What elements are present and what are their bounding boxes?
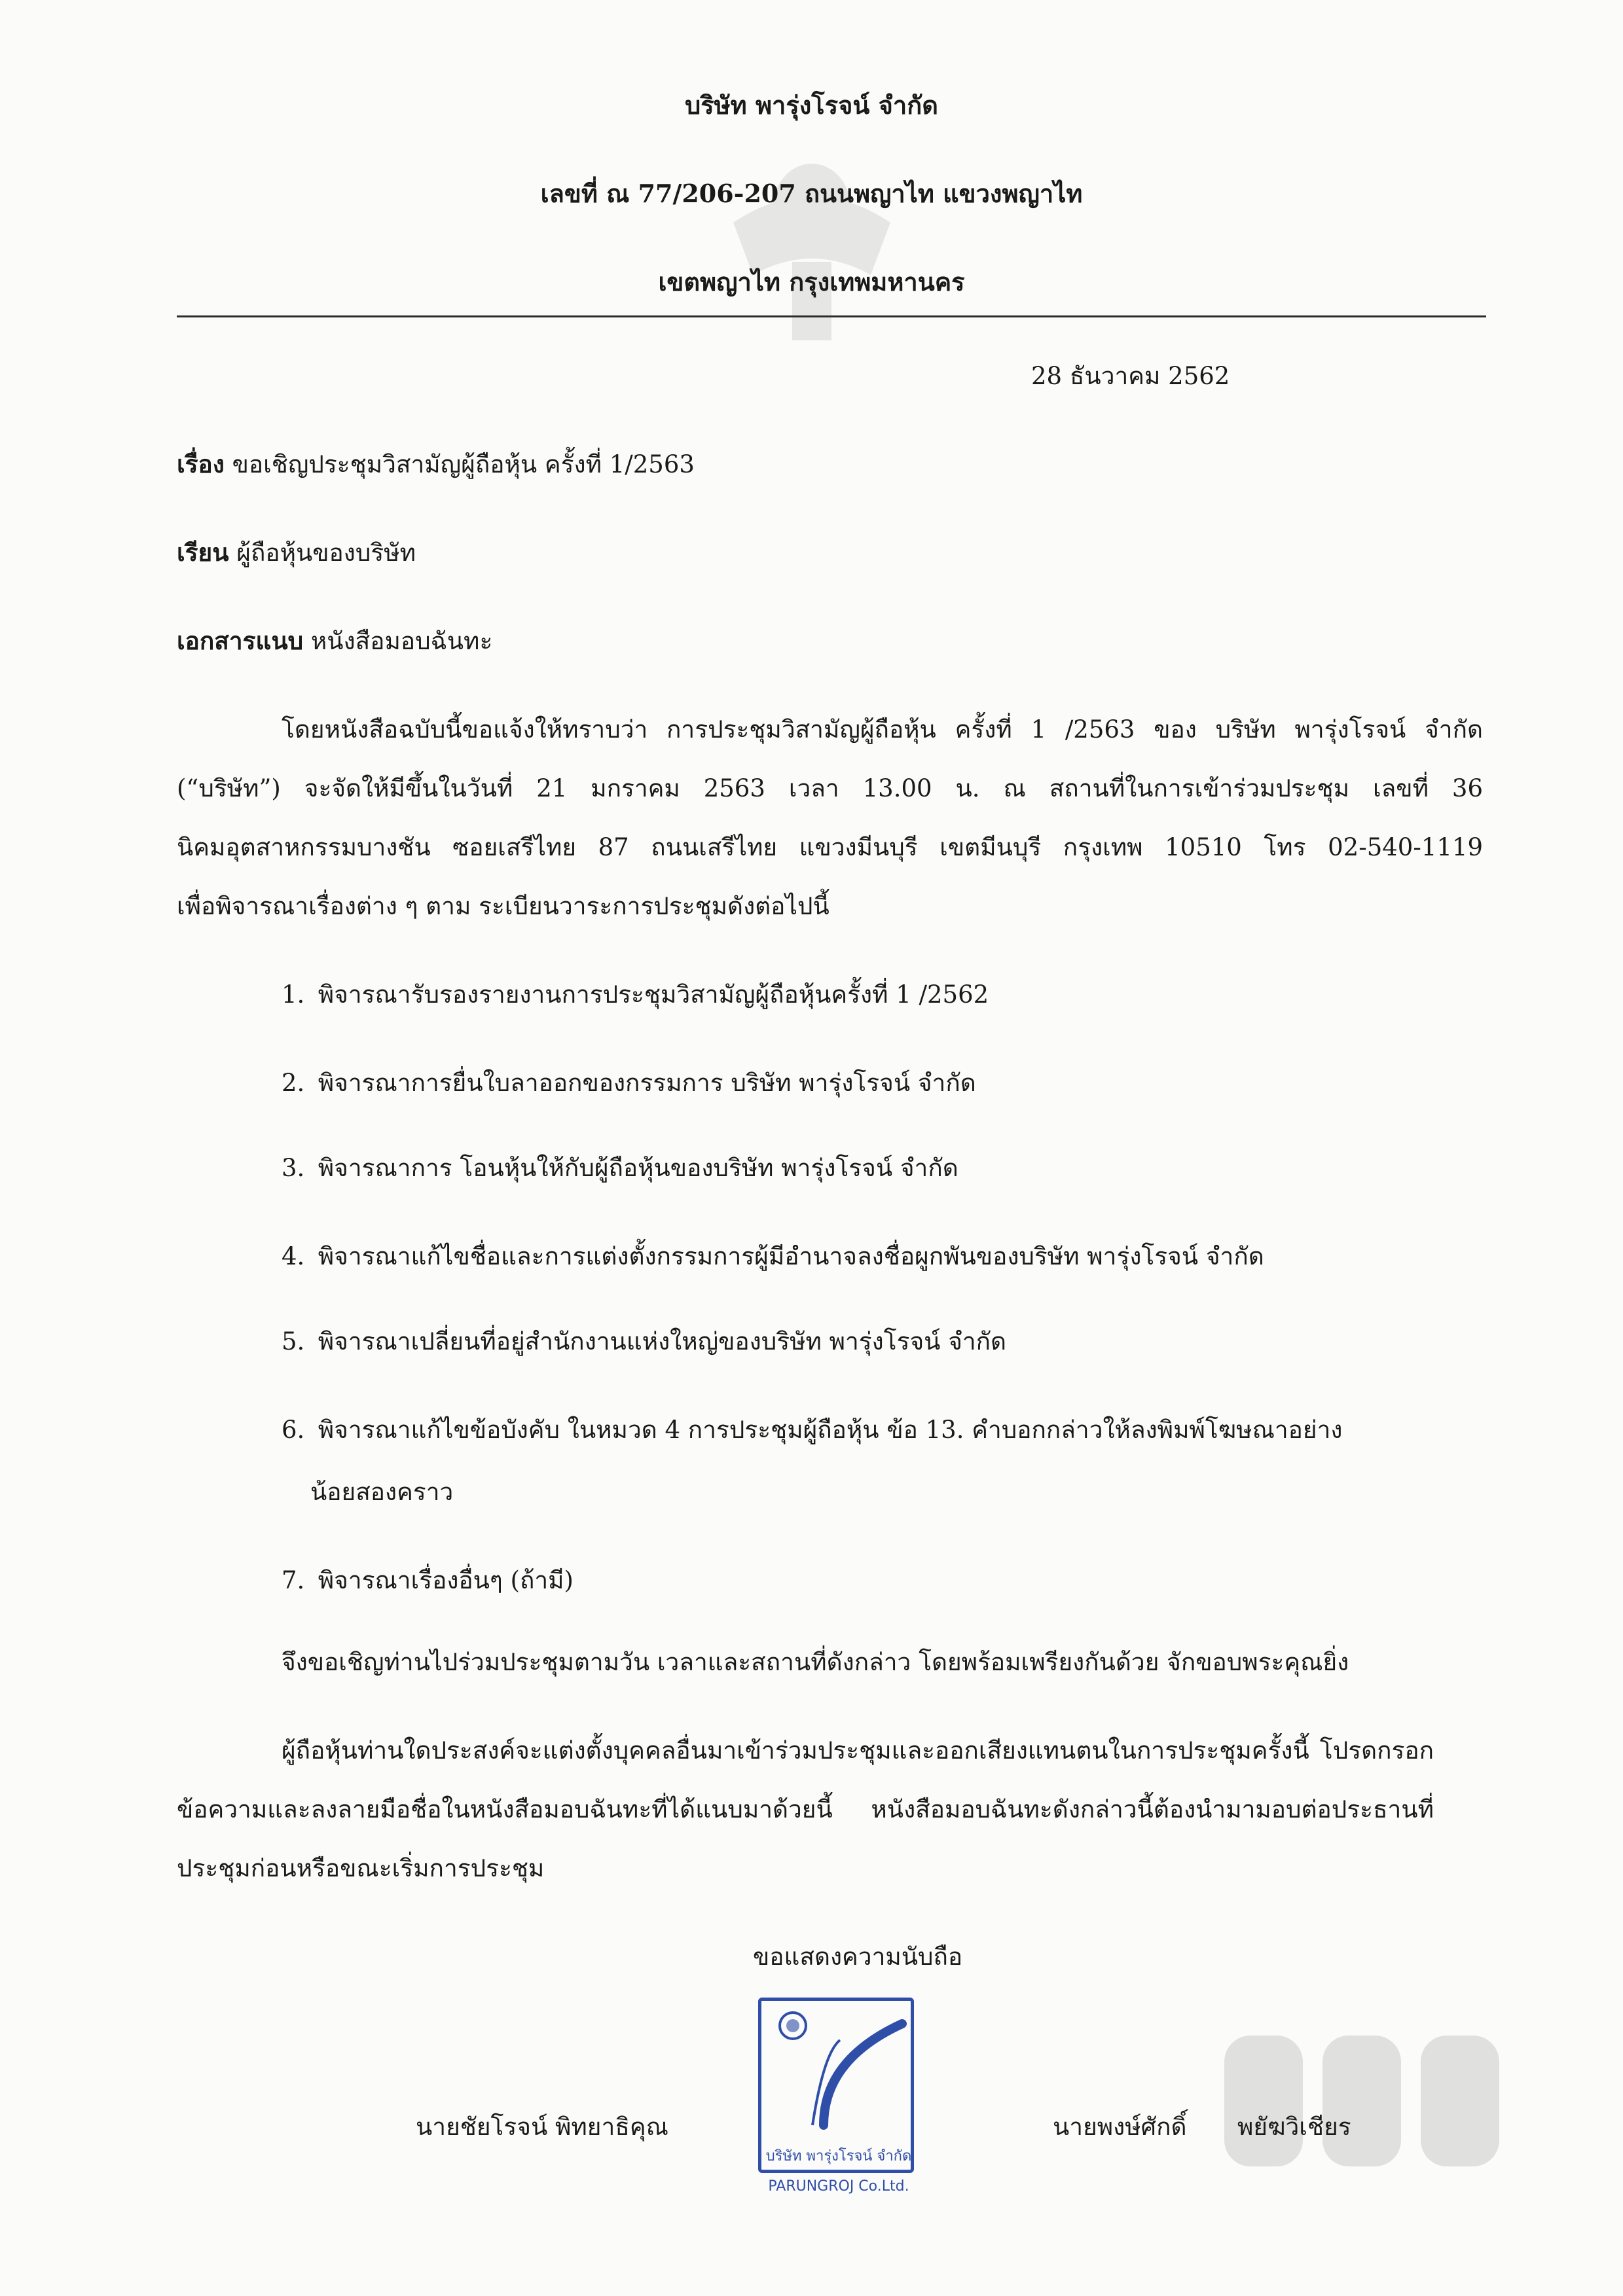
dsd-watermark-icon	[1224, 2022, 1499, 2179]
seal-caption-thai: บริษัท พารุ่งโรจน์ จำกัด	[765, 2148, 912, 2164]
signatory-left: นายชัยโรจน์ พิทยาธิคุณ	[416, 2113, 668, 2141]
letter-date: 28 ธันวาคม 2562	[1031, 362, 1230, 390]
agenda-item	[282, 1561, 574, 1600]
agenda-item-text: พิจารณาเรื่องอื่นๆ (ถ้ามี)	[318, 1566, 574, 1594]
agenda-item	[282, 975, 989, 1014]
invitation-text: จึงขอเชิญท่านไปร่วมประชุมตามวัน เวลาและสถานที่ดังกล่าว โดยพร้อมเพรียงกันด้วย จักขอบพระคุณยิ่ง	[282, 1648, 1349, 1676]
agenda-item-number: 7.	[282, 1566, 305, 1594]
agenda-item-number: 2.	[282, 1069, 305, 1097]
company-name: บริษัท พารุ่งโรจน์ จำกัด	[685, 90, 938, 120]
body-line-3: นิคมอุตสาหกรรมบางชัน ซอยเสรีไทย 87 ถนนเสรีไทย แขวงมีนบุรี เขตมีนบุรี กรุงเทพ 10510 โทร 02-540-1119	[177, 833, 1483, 861]
agenda-item-text: พิจารณาแก้ไขข้อบังคับ ในหมวด 4 การประชุมผู้ถือหุ้น ข้อ 13. คำบอกกล่าวให้ลงพิมพ์โฆษณาอย่าง	[318, 1416, 1343, 1444]
signatory-right-last-name: พยัฆวิเชียร	[1237, 2113, 1351, 2141]
agenda-item	[282, 1149, 958, 1187]
body-line-4: เพื่อพิจารณาเรื่องต่าง ๆ ตาม ระเบียนวาระการประชุมดังต่อไปนี้	[177, 892, 830, 920]
attachment-label: เอกสารแนบ	[177, 626, 304, 655]
address-line-2: เขตพญาไท กรุงเทพมหานคร	[658, 267, 965, 296]
subject-label: เรื่อง	[177, 450, 225, 478]
subject-line	[177, 445, 695, 484]
signatory-right-first-name: นายพงษ์ศักดิ์	[1053, 2113, 1187, 2141]
agenda-item-number: 3.	[282, 1154, 305, 1182]
agenda-item-number: 4.	[282, 1242, 305, 1270]
header-rule	[177, 315, 1486, 317]
recipient-line	[177, 533, 416, 572]
body-line-1: โดยหนังสือฉบับนี้ขอแจ้งให้ทราบว่า การประชุมวิสามัญผู้ถือหุ้น ครั้งที่ 1 /2563 ของ บริษัท พารุ่งโรจน์ จำกัด	[282, 715, 1483, 744]
closing-text: ขอแสดงความนับถือ	[753, 1943, 963, 1971]
agenda-item-text: พิจารณาแก้ไขชื่อและการแต่งตั้งกรรมการผู้มีอำนาจลงชื่อผูกพันของบริษัท พารุ่งโรจน์ จำกัด	[318, 1242, 1264, 1270]
agenda-item	[282, 1410, 1342, 1449]
agenda-item	[282, 1237, 1264, 1276]
agenda-item-text: พิจารณารับรองรายงานการประชุมวิสามัญผู้ถือหุ้นครั้งที่ 1 /2562	[318, 980, 989, 1009]
proxy-line-2: ข้อความและลงลายมือชื่อในหนังสือมอบฉันทะที่ได้แนบมาด้วยนี้ หนังสือมอบฉันทะดังกล่าวนี้ต้องนำมามอบต่อประธานที่	[177, 1795, 1434, 1823]
agenda-item-number: 6.	[282, 1416, 305, 1444]
agenda-item-text: พิจารณาเปลี่ยนที่อยู่สำนักงานแห่งใหญ่ของบริษัท พารุ่งโรจน์ จำกัด	[318, 1327, 1007, 1355]
address-line-1: เลขที่ ณ 77/206-207 ถนนพญาไท แขวงพญาไท	[540, 179, 1083, 208]
company-logo-icon	[761, 2001, 911, 2132]
agenda-item-continuation: น้อยสองคราว	[310, 1478, 454, 1506]
garuda-watermark-icon	[720, 131, 903, 367]
attachment-text: หนังสือมอบฉันทะ	[310, 627, 493, 655]
proxy-line-3: ประชุมก่อนหรือขณะเริ่มการประชุม	[177, 1854, 545, 1882]
agenda-item-number: 1.	[282, 980, 305, 1009]
recipient-label: เรียน	[177, 538, 229, 567]
proxy-line-1: ผู้ถือหุ้นท่านใดประสงค์จะแต่งตั้งบุคคลอื่นมาเข้าร่วมประชุมและออกเสียงแทนตนในการประชุมครั้งนี้ โปรดกรอก	[282, 1736, 1434, 1765]
body-line-2: (“บริษัท”) จะจัดให้มีขึ้นในวันที่ 21 มกราคม 2563 เวลา 13.00 น. ณ สถานที่ในการเข้าร่วมประชุม เลขที่ 36	[177, 774, 1483, 802]
agenda-item-text: พิจารณาการ โอนหุ้นให้กับผู้ถือหุ้นของบริษัท พารุ่งโรจน์ จำกัด	[318, 1154, 958, 1182]
agenda-item	[282, 1322, 1006, 1361]
agenda-item	[282, 1064, 976, 1102]
agenda-item-number: 5.	[282, 1327, 305, 1355]
agenda-item-text: พิจารณาการยื่นใบลาออกของกรรมการ บริษัท พารุ่งโรจน์ จำกัด	[318, 1069, 976, 1097]
subject-text: ขอเชิญประชุมวิสามัญผู้ถือหุ้น ครั้งที่ 1/2563	[232, 450, 695, 478]
seal-caption-english: PARUNGROJ Co.Ltd.	[768, 2178, 909, 2195]
attachment-line	[177, 622, 492, 660]
recipient-text: ผู้ถือหุ้นของบริษัท	[236, 539, 416, 567]
